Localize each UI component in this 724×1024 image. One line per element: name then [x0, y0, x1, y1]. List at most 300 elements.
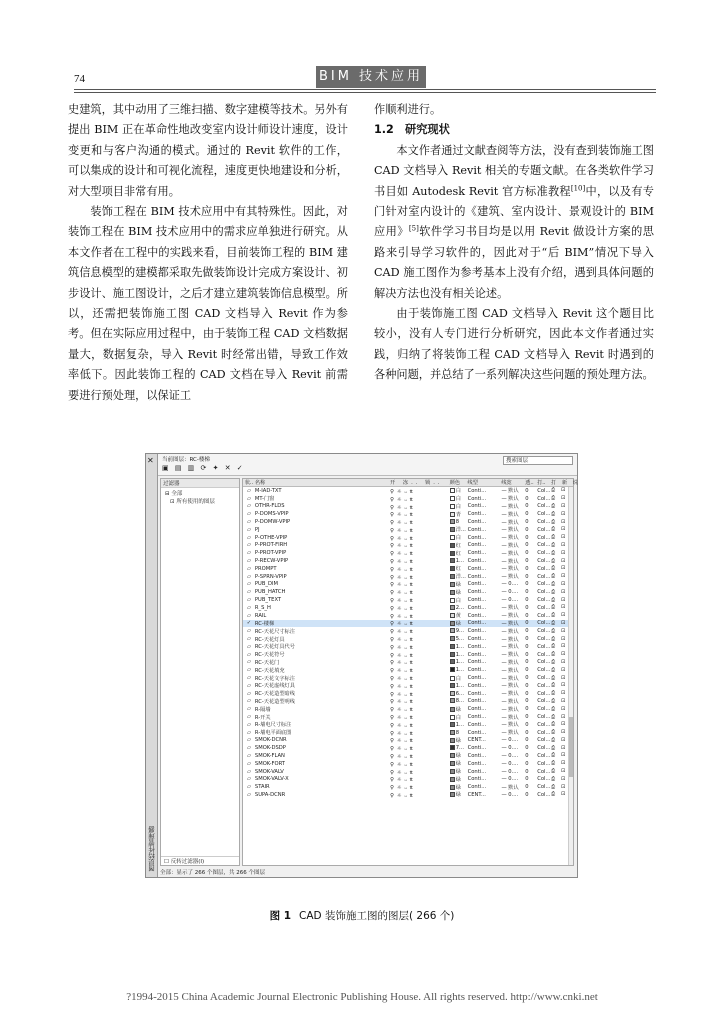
layer-plot-style[interactable]: Col... [537, 768, 551, 775]
layer-state-icons[interactable]: ♀☼ᵤ₶ [390, 613, 416, 620]
layer-transparency[interactable]: 0 [525, 745, 529, 752]
layer-name[interactable]: R_S_H [254, 604, 271, 611]
table-row[interactable] [243, 674, 573, 682]
layer-plot-style[interactable]: Col... [537, 620, 551, 627]
layer-plot-icons[interactable]: ⎙ ⊡ [551, 487, 568, 494]
layer-color[interactable]: 7... [450, 745, 468, 751]
layer-transparency[interactable]: 0 [525, 558, 529, 565]
layer-color[interactable]: 1... [450, 644, 468, 650]
layer-plot-icons[interactable]: ⎙ ⊡ [551, 682, 568, 689]
layer-linetype[interactable]: Conti... [467, 558, 487, 565]
layer-transparency[interactable]: 0 [525, 620, 529, 627]
layer-linetype[interactable]: Conti... [467, 667, 487, 674]
layer-linetype[interactable]: Conti... [467, 604, 487, 611]
table-row[interactable] [243, 698, 573, 706]
layer-transparency[interactable]: 0 [525, 675, 529, 682]
layer-color[interactable]: 绿 [450, 737, 468, 744]
layer-color[interactable]: 红 [450, 542, 468, 549]
table-row[interactable] [243, 791, 573, 799]
layer-state-icons[interactable]: ♀☼ᵤ₶ [390, 746, 416, 753]
layer-linetype[interactable]: Conti... [467, 729, 487, 736]
table-row[interactable] [243, 721, 573, 729]
layer-transparency[interactable]: 0 [525, 760, 529, 767]
layer-plot-style[interactable]: Col... [537, 651, 551, 658]
layer-name[interactable]: R-开关 [254, 714, 271, 721]
layer-color[interactable]: 白 [450, 487, 468, 494]
layer-plot-icons[interactable]: ⎙ ⊡ [551, 674, 568, 681]
layer-name[interactable]: RC-天花造型明线 [254, 698, 295, 705]
table-row[interactable] [243, 549, 573, 557]
layer-state-icons[interactable]: ♀☼ᵤ₶ [390, 777, 416, 784]
layer-lineweight[interactable]: — 默认 [501, 605, 519, 612]
layer-transparency[interactable]: 0 [525, 682, 529, 689]
layer-name[interactable]: PJ [254, 526, 260, 533]
layer-color[interactable]: 5... [450, 636, 468, 642]
layer-state-icons[interactable]: ♀☼ᵤ₶ [390, 652, 416, 659]
layer-name[interactable]: RC-天花灯具代号 [254, 644, 295, 651]
layer-plot-style[interactable]: Col... [537, 791, 551, 798]
table-row[interactable] [243, 713, 573, 721]
scrollbar-thumb[interactable] [569, 717, 573, 777]
layer-name[interactable]: RC-天花门 [254, 659, 280, 666]
layer-name[interactable]: R-墙电平面底图 [254, 730, 292, 737]
layer-transparency[interactable]: 0 [525, 721, 529, 728]
layer-lineweight[interactable]: — 默认 [501, 652, 519, 659]
layer-plot-icons[interactable]: ⎙ ⊡ [551, 495, 568, 502]
layer-plot-style[interactable]: Col... [537, 675, 551, 682]
layer-plot-style[interactable]: Col... [537, 659, 551, 666]
layer-plot-style[interactable]: Col... [537, 612, 551, 619]
layer-plot-icons[interactable]: ⎙ ⊡ [551, 666, 568, 673]
table-row[interactable] [243, 768, 573, 776]
layer-color[interactable]: 绿 [450, 620, 468, 627]
table-scrollbar[interactable] [568, 487, 573, 865]
layer-name[interactable]: P-RECW-VPIP [254, 558, 289, 565]
layer-plot-icons[interactable]: ⎙ ⊡ [551, 596, 568, 603]
table-row[interactable] [243, 744, 573, 752]
layer-name[interactable]: SMOK-FORT [254, 760, 285, 767]
layer-linetype[interactable]: Conti... [467, 495, 487, 502]
layer-state-icons[interactable]: ♀☼ᵤ₶ [390, 559, 416, 566]
layer-state-icons[interactable]: ♀☼ᵤ₶ [390, 543, 416, 550]
layer-state-icons[interactable]: ♀☼ᵤ₶ [390, 598, 416, 605]
layer-name[interactable]: M-IAD-TXT [254, 487, 282, 494]
layer-plot-style[interactable]: Col... [537, 745, 551, 752]
layer-plot-style[interactable]: Col... [537, 776, 551, 783]
table-row[interactable] [243, 643, 573, 651]
filter-node-used[interactable]: ⊡ 所有使用的图层 [170, 499, 215, 505]
layer-linetype[interactable]: Conti... [467, 487, 487, 494]
layer-transparency[interactable]: 0 [525, 667, 529, 674]
layer-name[interactable]: RC-天花灯具 [254, 636, 285, 643]
layer-lineweight[interactable]: — 默认 [501, 511, 519, 518]
layer-color[interactable]: 绿 [450, 760, 468, 767]
layer-linetype[interactable]: Conti... [467, 581, 487, 588]
layer-state-icons[interactable]: ♀☼ᵤ₶ [390, 699, 416, 706]
layer-plot-icons[interactable]: ⎙ ⊡ [551, 760, 568, 767]
layer-linetype[interactable]: Conti... [467, 659, 487, 666]
layer-linetype[interactable]: Conti... [467, 597, 487, 604]
layer-color[interactable]: 红 [450, 550, 468, 557]
layer-linetype[interactable]: Conti... [467, 721, 487, 728]
layer-transparency[interactable]: 0 [525, 534, 529, 541]
layer-state-icons[interactable]: ♀☼ᵤ₶ [390, 535, 416, 542]
table-row[interactable] [243, 705, 573, 713]
layer-color[interactable]: 洋... [450, 573, 468, 580]
layer-plot-style[interactable]: Col... [537, 721, 551, 728]
layer-name[interactable]: SMOK-DSDP [254, 745, 286, 752]
layer-lineweight[interactable]: — 默认 [501, 667, 519, 674]
layer-color[interactable]: 白 [450, 495, 468, 502]
layer-plot-style[interactable]: Col... [537, 526, 551, 533]
layer-plot-icons[interactable]: ⎙ ⊡ [551, 783, 568, 790]
layer-plot-style[interactable]: Col... [537, 503, 551, 510]
layer-color[interactable]: 白 [450, 714, 468, 721]
layer-name[interactable]: PUB_TEXT [254, 597, 282, 604]
table-row[interactable] [243, 635, 573, 643]
layer-name[interactable]: RAIL [254, 612, 267, 619]
layer-state-icons[interactable]: ♀☼ᵤ₶ [390, 512, 416, 519]
layer-state-icons[interactable]: ♀☼ᵤ₶ [390, 644, 416, 651]
layer-lineweight[interactable]: — 0.... [501, 597, 519, 604]
layer-name[interactable]: R-墙电尺寸标注 [254, 722, 292, 729]
layer-transparency[interactable]: 0 [525, 597, 529, 604]
layer-plot-icons[interactable]: ⎙ ⊡ [551, 635, 568, 642]
layer-plot-icons[interactable]: ⎙ ⊡ [551, 588, 568, 595]
layer-plot-icons[interactable]: ⎙ ⊡ [551, 502, 568, 509]
layer-linetype[interactable]: Conti... [467, 698, 487, 705]
layer-name[interactable]: P-SPRN-VPIP [254, 573, 287, 580]
layer-linetype[interactable]: Conti... [467, 550, 487, 557]
layer-name[interactable]: P-OTHE-VPIP [254, 534, 288, 541]
layer-linetype[interactable]: Conti... [467, 643, 487, 650]
layer-name[interactable]: SMOK-VALV-X [254, 776, 289, 783]
layer-lineweight[interactable]: — 默认 [501, 519, 519, 526]
layer-linetype[interactable]: Conti... [467, 706, 487, 713]
layer-color[interactable]: 1... [450, 652, 468, 658]
layer-plot-icons[interactable]: ⎙ ⊡ [551, 565, 568, 572]
layer-linetype[interactable]: Conti... [467, 503, 487, 510]
layer-state-icons[interactable]: ♀☼ᵤ₶ [390, 488, 416, 495]
layer-color[interactable]: 白 [450, 597, 468, 604]
layer-linetype[interactable]: Conti... [467, 690, 487, 697]
layer-lineweight[interactable]: — 0.... [501, 752, 519, 759]
layer-plot-style[interactable]: Col... [537, 643, 551, 650]
layer-name[interactable]: RC-天花尺寸标注 [254, 628, 295, 635]
layer-linetype[interactable]: Conti... [467, 542, 487, 549]
layer-state-icons[interactable]: ♀☼ᵤ₶ [390, 520, 416, 527]
filter-node-all[interactable]: ⊟ 全部 [165, 491, 183, 497]
layer-plot-style[interactable]: Col... [537, 573, 551, 580]
layer-linetype[interactable]: Conti... [467, 776, 487, 783]
layer-color[interactable]: 绿 [450, 752, 468, 759]
layer-linetype[interactable]: Conti... [467, 589, 487, 596]
table-row[interactable] [243, 659, 573, 667]
layer-color[interactable]: 8 [450, 519, 468, 525]
table-row[interactable] [243, 503, 573, 511]
layer-transparency[interactable]: 0 [525, 573, 529, 580]
layer-color[interactable]: 1... [450, 659, 468, 665]
layer-lineweight[interactable]: — 默认 [501, 691, 519, 698]
layer-linetype[interactable]: CENT... [467, 791, 486, 798]
layer-color[interactable]: 红 [450, 565, 468, 572]
layer-lineweight[interactable]: — 默认 [501, 683, 519, 690]
layer-color[interactable]: 绿 [450, 768, 468, 775]
layer-color[interactable]: 1... [450, 558, 468, 564]
layer-linetype[interactable]: Conti... [467, 714, 487, 720]
layer-state-icons[interactable]: ♀☼ᵤ₶ [390, 637, 416, 644]
table-row[interactable] [243, 510, 573, 518]
layer-linetype[interactable]: Conti... [467, 526, 487, 533]
table-row[interactable] [243, 690, 573, 698]
layer-plot-style[interactable]: Col... [537, 604, 551, 611]
layer-state-icons[interactable]: ♀☼ᵤ₶ [390, 707, 416, 714]
layer-linetype[interactable]: Conti... [467, 534, 487, 541]
layer-plot-icons[interactable]: ⎙ ⊡ [551, 721, 568, 728]
layer-color[interactable]: 1... [450, 722, 468, 728]
layer-linetype[interactable]: Conti... [467, 612, 487, 619]
layer-plot-style[interactable]: Col... [537, 519, 551, 526]
layer-plot-icons[interactable]: ⎙ ⊡ [551, 643, 568, 650]
layer-plot-style[interactable]: Col... [537, 597, 551, 604]
layer-plot-icons[interactable]: ⎙ ⊡ [551, 573, 568, 580]
layer-plot-style[interactable]: Col... [537, 698, 551, 705]
layer-name[interactable]: SMOK-DCNR [254, 737, 287, 744]
layer-state-icons[interactable]: ♀☼ᵤ₶ [390, 629, 416, 636]
layer-transparency[interactable]: 0 [525, 519, 529, 526]
layer-name[interactable]: P-PROT-FIRH [254, 542, 288, 549]
layer-transparency[interactable]: 0 [525, 542, 529, 549]
layer-transparency[interactable]: 0 [525, 550, 529, 557]
layer-color[interactable]: 黄 [450, 612, 468, 619]
layer-state-icons[interactable]: ♀☼ᵤ₶ [390, 683, 416, 690]
layer-lineweight[interactable]: — 默认 [501, 722, 519, 729]
layer-linetype[interactable]: Conti... [467, 636, 487, 643]
table-row[interactable] [243, 526, 573, 534]
layer-state-icons[interactable]: ♀☼ᵤ₶ [390, 590, 416, 597]
layer-state-icons[interactable]: ♀☼ᵤ₶ [390, 785, 416, 792]
layer-color[interactable]: 绿 [450, 706, 468, 713]
layer-color[interactable]: 绿 [450, 791, 468, 798]
layer-plot-style[interactable]: Col... [537, 511, 551, 518]
layer-plot-style[interactable]: Col... [537, 550, 551, 557]
layer-state-icons[interactable]: ♀☼ᵤ₶ [390, 761, 416, 768]
layer-state-icons[interactable]: ♀☼ᵤ₶ [390, 551, 416, 558]
layer-color[interactable]: 2... [450, 605, 468, 611]
layer-name[interactable]: RC-天花造型暗线 [254, 691, 295, 698]
layer-plot-icons[interactable]: ⎙ ⊡ [551, 619, 568, 626]
layer-plot-icons[interactable]: ⎙ ⊡ [551, 541, 568, 548]
search-layer-input[interactable]: 搜索图层 [503, 456, 573, 465]
layer-lineweight[interactable]: — 默认 [501, 527, 519, 534]
layer-linetype[interactable]: Conti... [467, 565, 487, 572]
layer-lineweight[interactable]: — 0.... [501, 581, 519, 588]
citation-10[interactable]: [10] [570, 183, 586, 192]
layer-plot-style[interactable]: Col... [537, 667, 551, 674]
layer-transparency[interactable]: 0 [525, 784, 529, 791]
layer-lineweight[interactable]: — 默认 [501, 659, 519, 666]
layer-color[interactable]: 1... [450, 667, 468, 673]
table-row[interactable] [243, 573, 573, 581]
layer-lineweight[interactable]: — 0.... [501, 589, 519, 596]
table-row[interactable] [243, 518, 573, 526]
table-row[interactable] [243, 775, 573, 783]
layer-name[interactable]: PROMPT [254, 565, 277, 572]
layer-name[interactable]: PUB_DIM [254, 581, 278, 588]
layer-plot-style[interactable]: Col... [537, 690, 551, 697]
layer-plot-icons[interactable]: ⎙ ⊡ [551, 791, 568, 798]
layer-plot-icons[interactable]: ⎙ ⊡ [551, 744, 568, 751]
layer-state-icons[interactable]: ♀☼ᵤ₶ [390, 730, 416, 737]
layer-linetype[interactable]: Conti... [467, 745, 487, 752]
layer-linetype[interactable]: Conti... [467, 511, 487, 518]
layer-lineweight[interactable]: — 默认 [501, 675, 519, 682]
layer-name[interactable]: P-PROT-VPIP [254, 550, 287, 557]
layer-lineweight[interactable]: — 0.... [501, 768, 519, 775]
layer-lineweight[interactable]: — 默认 [501, 628, 519, 635]
table-row[interactable] [243, 565, 573, 573]
layer-lineweight[interactable]: — 默认 [501, 535, 519, 542]
layer-transparency[interactable]: 0 [525, 651, 529, 658]
table-row[interactable] [243, 729, 573, 737]
table-row[interactable] [243, 588, 573, 596]
layer-color[interactable]: 白 [450, 675, 468, 682]
layer-plot-style[interactable]: Col... [537, 760, 551, 767]
table-row[interactable] [243, 783, 573, 791]
layer-lineweight[interactable]: — 默认 [501, 644, 519, 651]
layer-lineweight[interactable]: — 0.... [501, 760, 519, 767]
layer-color[interactable]: 绿 [450, 589, 468, 596]
layer-plot-style[interactable]: Col... [537, 581, 551, 588]
layer-state-icons[interactable]: ♀☼ᵤ₶ [390, 496, 416, 503]
layer-lineweight[interactable]: — 默认 [501, 706, 519, 713]
layer-plot-style[interactable]: Col... [537, 495, 551, 502]
layer-name[interactable]: P-DOMW-VPIP [254, 519, 291, 526]
layer-color[interactable]: 9... [450, 628, 468, 634]
layer-name[interactable]: SMOK-VALV [254, 768, 284, 775]
layer-transparency[interactable]: 0 [525, 752, 529, 759]
layer-transparency[interactable]: 0 [525, 768, 529, 775]
layer-state-icons[interactable]: ♀☼ᵤ₶ [390, 566, 416, 573]
layer-plot-style[interactable]: Col... [537, 628, 551, 635]
layer-lineweight[interactable]: — 默认 [501, 558, 519, 565]
layer-lineweight[interactable]: — 默认 [501, 566, 519, 573]
table-row[interactable] [243, 620, 573, 628]
layer-lineweight[interactable]: — 默认 [501, 714, 519, 721]
invert-filter-checkbox[interactable]: ☐ 反转过滤器(I) [161, 856, 239, 865]
layer-name[interactable]: STAIR [254, 784, 270, 791]
toolbar-icons[interactable]: ▣ ▤ ▥ ⟳ ✦ ✕ ✓ [162, 464, 245, 472]
layer-transparency[interactable]: 0 [525, 643, 529, 650]
layer-plot-style[interactable]: Col... [537, 737, 551, 744]
layer-transparency[interactable]: 0 [525, 776, 529, 783]
layer-lineweight[interactable]: — 0.... [501, 745, 519, 752]
layer-state-icons[interactable]: ♀☼ᵤ₶ [390, 621, 416, 628]
layer-transparency[interactable]: 0 [525, 526, 529, 533]
layer-plot-icons[interactable]: ⎙ ⊡ [551, 736, 568, 743]
layer-transparency[interactable]: 0 [525, 565, 529, 572]
layer-linetype[interactable]: Conti... [467, 784, 487, 791]
layer-plot-style[interactable]: Col... [537, 558, 551, 565]
layer-name[interactable]: P-DOMS-VPIP [254, 511, 289, 518]
layer-plot-style[interactable]: Col... [537, 682, 551, 689]
layer-linetype[interactable]: Conti... [467, 573, 487, 580]
layer-lineweight[interactable]: — 默认 [501, 550, 519, 557]
layer-plot-icons[interactable]: ⎙ ⊡ [551, 627, 568, 634]
layer-color[interactable]: 1... [450, 683, 468, 689]
table-row[interactable] [243, 612, 573, 620]
table-row[interactable] [243, 682, 573, 690]
table-row[interactable] [243, 596, 573, 604]
layer-state-icons[interactable]: ♀☼ᵤ₶ [390, 691, 416, 698]
layer-plot-style[interactable]: Col... [537, 784, 551, 791]
layer-color[interactable]: 绿 [450, 776, 468, 783]
layer-transparency[interactable]: 0 [525, 659, 529, 666]
layer-transparency[interactable]: 0 [525, 636, 529, 643]
layer-lineweight[interactable]: — 默认 [501, 636, 519, 643]
layer-color[interactable]: 绿 [450, 784, 468, 791]
layer-lineweight[interactable]: — 0.... [501, 776, 519, 783]
layer-plot-style[interactable]: Col... [537, 729, 551, 736]
layer-lineweight[interactable]: — 0.... [501, 737, 519, 744]
layer-plot-icons[interactable]: ⎙ ⊡ [551, 697, 568, 704]
layer-name[interactable]: RC-天花虚线灯具 [254, 683, 295, 690]
layer-plot-icons[interactable]: ⎙ ⊡ [551, 518, 568, 525]
layer-linetype[interactable]: Conti... [467, 519, 487, 526]
citation-5[interactable]: [5] [408, 224, 419, 233]
layer-plot-icons[interactable]: ⎙ ⊡ [551, 713, 568, 720]
layer-plot-icons[interactable]: ⎙ ⊡ [551, 612, 568, 619]
layer-color[interactable]: 8... [450, 698, 468, 704]
layer-lineweight[interactable]: — 默认 [501, 698, 519, 705]
layer-color[interactable]: 洋... [450, 526, 468, 533]
layer-state-icons[interactable]: ♀☼ᵤ₶ [390, 715, 416, 722]
layer-color[interactable]: 白 [450, 503, 468, 510]
table-row[interactable] [243, 542, 573, 550]
layer-transparency[interactable]: 0 [525, 581, 529, 588]
layer-lineweight[interactable]: — 默认 [501, 488, 519, 495]
layer-transparency[interactable]: 0 [525, 791, 529, 798]
layer-plot-icons[interactable]: ⎙ ⊡ [551, 775, 568, 782]
layer-state-icons[interactable]: ♀☼ᵤ₶ [390, 605, 416, 612]
layer-plot-style[interactable]: Col... [537, 565, 551, 572]
layer-transparency[interactable]: 0 [525, 503, 529, 510]
table-row[interactable] [243, 487, 573, 495]
layer-plot-style[interactable]: Col... [537, 487, 551, 494]
layer-state-icons[interactable]: ♀☼ᵤ₶ [390, 504, 416, 511]
table-row[interactable] [243, 666, 573, 674]
layer-transparency[interactable]: 0 [525, 604, 529, 611]
layer-name[interactable]: R-隔墙 [254, 706, 271, 713]
layer-plot-icons[interactable]: ⎙ ⊡ [551, 534, 568, 541]
layer-lineweight[interactable]: — 0.... [501, 791, 519, 798]
layer-color[interactable]: 8 [450, 730, 468, 736]
layer-color[interactable]: 6... [450, 691, 468, 697]
table-row[interactable] [243, 581, 573, 589]
layer-plot-icons[interactable]: ⎙ ⊡ [551, 510, 568, 517]
layer-color[interactable]: 绿 [450, 581, 468, 588]
table-row[interactable] [243, 604, 573, 612]
layer-name[interactable]: RC-天花符号 [254, 652, 285, 659]
table-row[interactable] [243, 627, 573, 635]
layer-linetype[interactable]: Conti... [467, 682, 487, 689]
layer-linetype[interactable]: Conti... [467, 628, 487, 635]
layer-transparency[interactable]: 0 [525, 628, 529, 635]
layer-linetype[interactable]: Conti... [467, 760, 487, 767]
layer-lineweight[interactable]: — 默认 [501, 613, 519, 620]
layer-plot-style[interactable]: Col... [537, 752, 551, 759]
layer-linetype[interactable]: Conti... [467, 651, 487, 658]
